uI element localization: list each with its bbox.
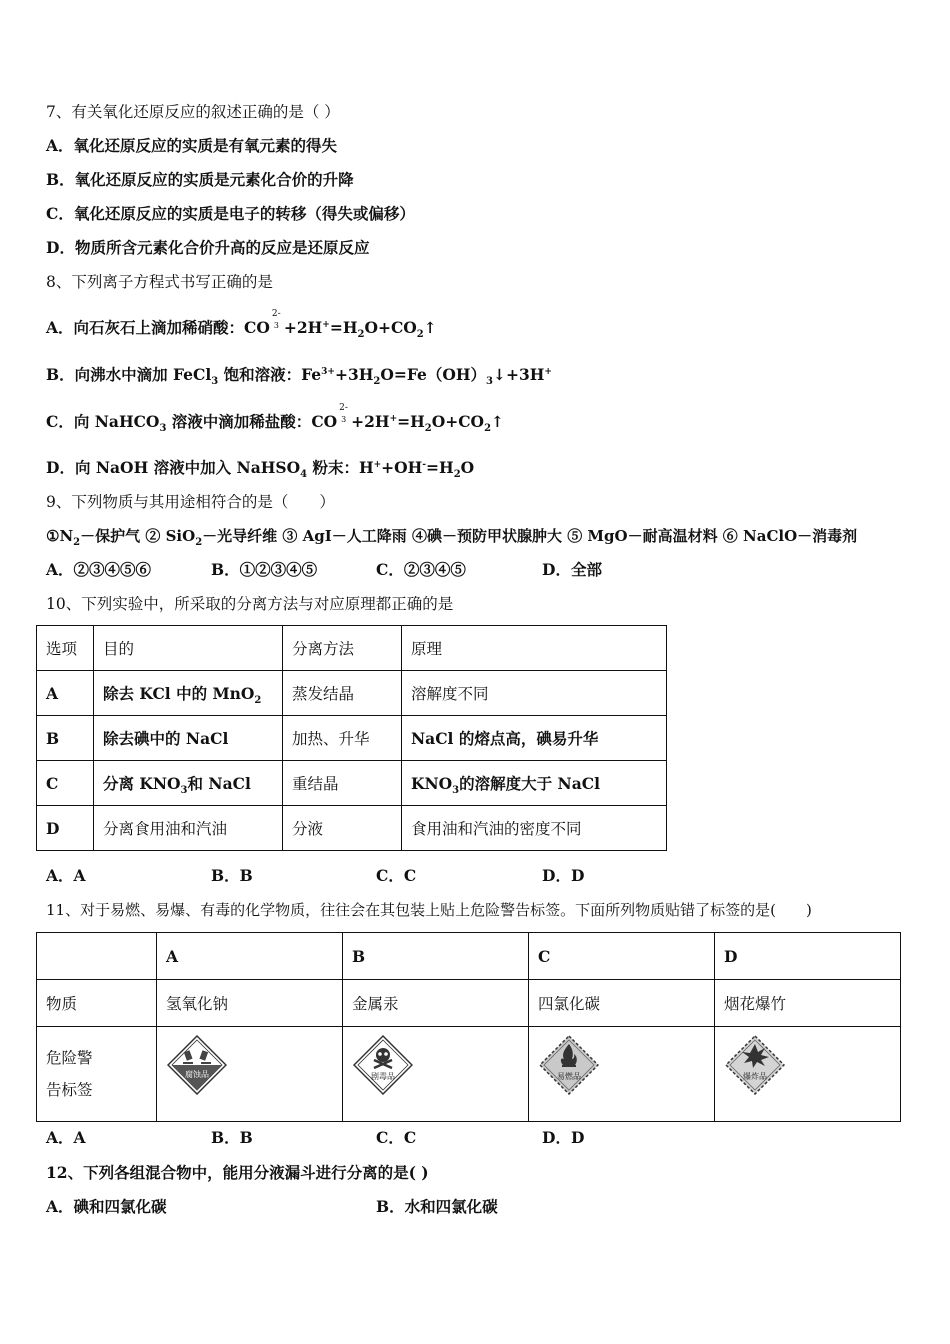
q8-a-ion [270,309,284,338]
q11-hazard-b-text: 剧毒品 [371,1072,395,1081]
q7-option-d-text: D．物质所含元素化合价升高的反应是还原反应 [46,238,370,257]
q8-c-mid: 溶液中滴加稀盐酸： [166,412,312,431]
q8-b-oh-sub: 3 [486,376,493,387]
q10-row-a-principle: 溶解度不同 [402,671,667,716]
q8-a-prefix: A．向石灰石上滴加稀硝酸： [46,318,245,337]
q8-b-prefix: B．向沸水中滴加 [46,365,168,384]
q10-row-b-goal: 除去碘中的 NaCl [94,716,283,761]
q10-header-method: 分离方法 [283,626,402,671]
q8-a-arrow: ↑ [423,318,437,337]
table-header-row [37,933,901,980]
q7-option-c-text: C．氧化还原反应的实质是电子的转移（得失或偏移） [46,204,415,223]
q7-option-b [46,170,354,190]
q10-row-d-principle: 食用油和汽油的密度不同 [402,806,667,851]
q8-b-h-plus: + [544,367,552,377]
q8-d-h: H [358,458,374,477]
q9-choice-c: C．②③④⑤ [376,560,466,579]
q8-b-mid: 饱和溶液： [218,365,302,384]
q8-b-rest3: ↓+3H [492,365,545,384]
q8-c-nahco-sub: 3 [159,423,167,434]
q8-option-d [46,458,474,481]
explosive-icon [725,1035,785,1095]
q9-item-1: ①N [46,527,74,545]
q11-substance-b: 金属汞 [343,980,529,1027]
q8-b-h2o-sub: 2 [373,376,381,387]
q11-hazard-d-text: 爆炸品 [743,1072,767,1081]
q10-table [36,625,667,851]
q7-stem: 7、有关氧化还原反应的叙述正确的是（ ） [46,103,340,121]
q8-d-oh-minus: - [422,460,427,470]
q11-label-line-2: 告标签 [46,1081,93,1099]
q10-row-c-goal-text: 分离 KNO [103,774,181,793]
q8-a-h2o-sub: 2 [357,329,365,340]
q10-stem: 10、下列实验中，所采取的分离方法与对应原理都正确的是 [46,595,454,613]
q8-c-h2o-sub: 2 [424,423,432,434]
q11-header-blank [37,933,157,980]
q11-choice-d: D．D [542,1128,585,1147]
q8-a-co: CO [244,318,270,337]
table-row [37,716,667,761]
q8-d-h-plus: + [373,460,382,470]
q10-row-c-goal-sub: 3 [180,785,188,796]
q9-item-1-rest: －保护气 ② SiO [80,527,196,545]
q11-substance-a: 氢氧化钠 [157,980,343,1027]
q10-row-d-goal: 分离食用油和汽油 [94,806,283,851]
q11-label-cell-d [715,1027,901,1122]
q8-c-sub: 3 [341,415,347,424]
q9-choice-d: D．全部 [542,560,602,579]
q11-label-cell-c [529,1027,715,1122]
q10-header-principle: 原理 [402,626,667,671]
q8-b-fecl: FeCl [167,365,212,384]
q11-substance-d: 烟花爆竹 [715,980,901,1027]
table-header-row [37,626,667,671]
q8-d-tail: =H [426,458,454,477]
q10-row-b-option: B [37,716,94,761]
q11-substance-label: 物质 [37,980,157,1027]
q8-stem: 8、下列离子方程式书写正确的是 [46,273,273,291]
q10-row-c-principle-text: KNO [411,774,453,793]
q7-option-a [46,136,337,156]
q8-d-tail2: O [460,458,475,477]
q11-choice-a: A．A [46,1128,86,1147]
q10-row-a-goal-text: 除去 KCl 中的 MnO [103,684,255,703]
q11-substance-c: 四氯化碳 [529,980,715,1027]
q8-a-tail2: O+CO [364,318,417,337]
q8-b-fe-charge: 3+ [321,367,335,377]
q10-choice-c: C．C [376,866,417,885]
q8-a-tail: =H [329,318,358,337]
q11-header-d: D [715,933,901,980]
q7-option-d [46,238,369,258]
q10-row-c-goal-rest: 和 NaCl [187,774,251,793]
q9-item-1-sub: 2 [73,537,81,548]
q11-hazard-a-text: 腐蚀品 [185,1070,209,1079]
q11-label-row-title [37,1027,157,1122]
q9-item-2-rest: －光导纤维 ③ AgI－人工降雨 ④碘－预防甲状腺肿大 ⑤ MgO－耐高温材料 ⑥ NaClO－消毒剂 [202,527,858,545]
table-row [37,1027,901,1122]
q10-row-a-option: A [37,671,94,716]
q10-row-b-principle: NaCl 的熔点高，碘易升华 [402,716,667,761]
corrosive-icon [167,1035,227,1095]
q8-c-nahco: NaHCO [89,412,160,431]
q8-d-nahso-sub: 4 [300,469,308,480]
q8-option-c [46,403,505,435]
q8-c-prefix: C．向 [46,412,90,431]
q8-d-naoh: NaOH [90,458,149,477]
q8-c-charge: 2- [339,403,348,413]
q10-row-c-option: C [37,761,94,806]
q8-b-fe: Fe [301,365,322,384]
q7-option-a-text: A．氧化还原反应的实质是有氧元素的得失 [46,136,338,155]
q10-row-a-method: 蒸发结晶 [283,671,402,716]
q10-row-a-goal-sub: 2 [254,695,262,706]
q8-c-co: CO [311,412,338,431]
q12-stem: 12、下列各组混合物中，能用分液漏斗进行分离的是( ) [46,1163,429,1182]
q10-row-c-principle-rest: 的溶解度大于 NaCl [459,774,600,793]
q11-header-a: A [157,933,343,980]
q8-b-rest2: O=Fe（OH） [380,365,487,384]
flammable-icon [539,1035,599,1095]
q11-header-b: B [343,933,529,980]
q10-row-c-principle-sub: 3 [452,785,460,796]
q8-c-tail2: O+CO [431,412,485,431]
q11-label-cell-b [343,1027,529,1122]
q12-choice-b: B．水和四氯化碳 [376,1197,498,1216]
q11-stem: 11、对于易燃、易爆、有毒的化学物质，往往会在其包装上贴上危险警告标签。下面所列物质贴错了标签的是( ) [46,901,812,919]
q8-d-mid2: 粉末： [307,458,359,477]
q8-a-charge: 2- [271,309,281,319]
q10-choice-b: B．B [211,866,253,885]
q11-label-line-1: 危险警 [46,1049,93,1067]
q8-c-rest: +2H [351,412,390,431]
q10-row-c-method: 重结晶 [283,761,402,806]
q8-b-fecl-sub: 3 [211,376,219,387]
q8-option-a [46,309,437,341]
q8-a-co2-sub: 2 [416,329,424,340]
q8-d-nahso: NaHSO [231,458,301,477]
q10-row-a-goal [94,671,283,716]
q9-choice-a: A．②③④⑤⑥ [46,560,152,579]
q11-choice-c: C．C [376,1128,417,1147]
q8-c-tail: =H [397,412,425,431]
q10-header-goal: 目的 [94,626,283,671]
q9-item-2-sub: 2 [195,537,203,548]
q8-c-co2-sub: 2 [484,423,492,434]
q8-c-ion [337,403,351,432]
table-row [37,761,667,806]
q8-a-plus: + [322,320,330,330]
q7-option-b-text: B．氧化还原反应的实质是元素化合价的升降 [46,170,354,189]
q8-a-rest: +2H [283,318,323,337]
q8-c-plus: + [389,414,398,424]
q10-row-b-method: 加热、升华 [283,716,402,761]
q9-choice-b: B．①②③④⑤ [211,560,318,579]
q11-header-c: C [529,933,715,980]
q8-d-prefix: D．向 [46,458,91,477]
q11-table [36,932,901,1122]
q11-label-cell-a [157,1027,343,1122]
skull-crossbones-icon [353,1035,413,1095]
q8-c-arrow: ↑ [491,412,505,431]
q8-d-h2o-sub: 2 [453,469,461,480]
q8-option-b [46,365,552,388]
q10-row-d-option: D [37,806,94,851]
q8-d-mid: 溶液中加入 [148,458,232,477]
q8-d-oh: +OH [381,458,423,477]
q10-row-c-principle [402,761,667,806]
q7-option-c [46,204,415,224]
q10-row-d-method: 分液 [283,806,402,851]
table-row [37,671,667,716]
q8-b-rest: +3H [334,365,374,384]
q9-items [46,526,857,549]
q10-row-c-goal [94,761,283,806]
q12-choice-a: A．碘和四氯化碳 [46,1197,167,1216]
q11-choice-b: B．B [211,1128,253,1147]
q8-a-sub: 3 [273,321,279,330]
q10-choice-d: D．D [542,866,585,885]
table-row [37,980,901,1027]
q10-header-option: 选项 [37,626,94,671]
q10-choice-a: A．A [46,866,86,885]
table-row [37,806,667,851]
q11-hazard-c-text: 易燃品 [557,1072,581,1081]
q9-stem: 9、下列物质与其用途相符合的是（ ） [46,493,335,511]
